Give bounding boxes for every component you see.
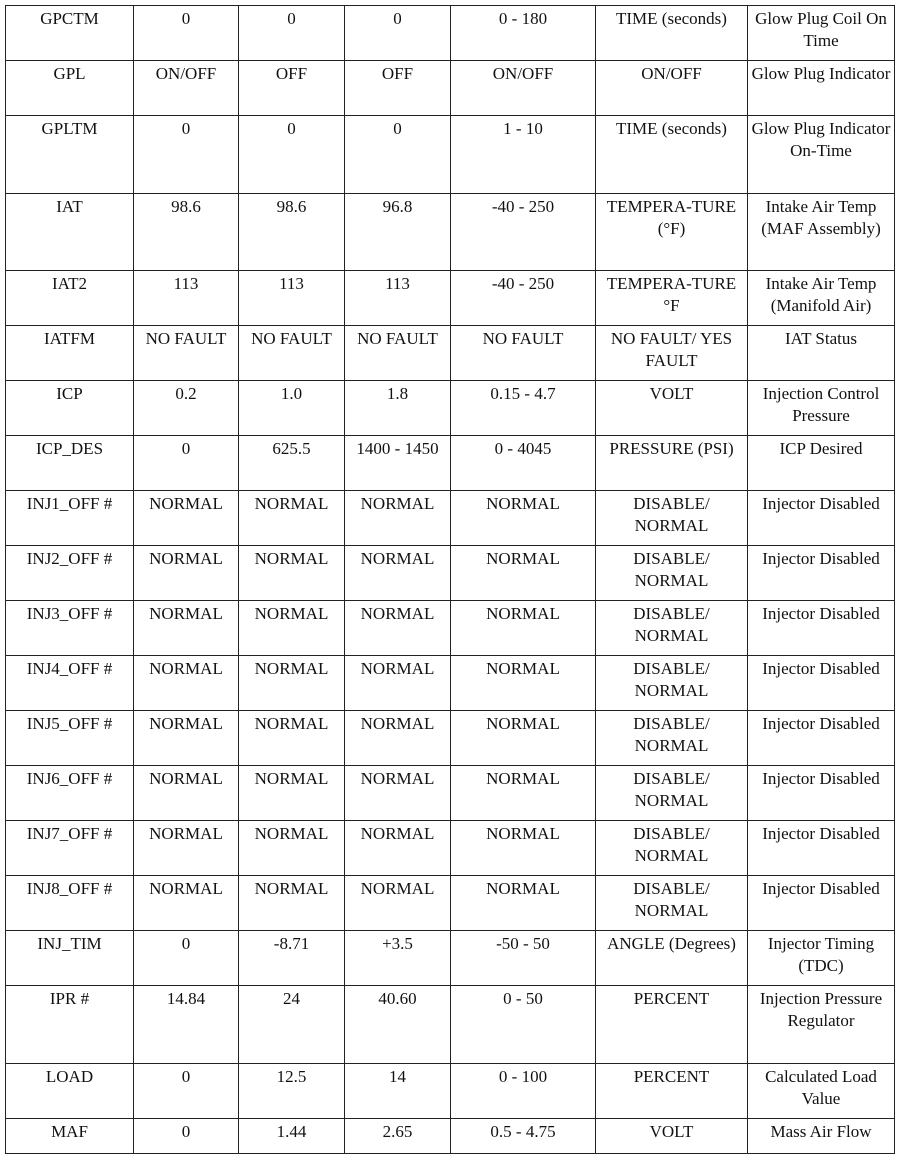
cell-value-c: NORMAL bbox=[345, 491, 451, 546]
cell-pid: IATFM bbox=[6, 326, 134, 381]
cell-range: NORMAL bbox=[451, 491, 596, 546]
table-row bbox=[6, 271, 895, 326]
pid-data-table bbox=[5, 5, 895, 1154]
cell-unit: DISABLE/ NORMAL bbox=[596, 711, 748, 766]
cell-pid: GPCTM bbox=[6, 6, 134, 61]
cell-value-a: 0.2 bbox=[134, 381, 239, 436]
cell-pid: IAT bbox=[6, 194, 134, 271]
table-body bbox=[6, 6, 895, 1154]
cell-range: 0 - 100 bbox=[451, 1064, 596, 1119]
table-row bbox=[6, 986, 895, 1064]
table-row bbox=[6, 326, 895, 381]
cell-value-a: 0 bbox=[134, 6, 239, 61]
table-row bbox=[6, 116, 895, 194]
cell-range: NO FAULT bbox=[451, 326, 596, 381]
cell-range: -40 - 250 bbox=[451, 194, 596, 271]
table-row bbox=[6, 381, 895, 436]
cell-value-a: 0 bbox=[134, 436, 239, 491]
cell-value-b: 24 bbox=[239, 986, 345, 1064]
cell-value-a: NORMAL bbox=[134, 711, 239, 766]
cell-value-a: 113 bbox=[134, 271, 239, 326]
cell-value-b: 98.6 bbox=[239, 194, 345, 271]
cell-value-c: NORMAL bbox=[345, 821, 451, 876]
cell-value-a: 0 bbox=[134, 1119, 239, 1154]
cell-pid: IPR # bbox=[6, 986, 134, 1064]
cell-description: Injector Timing (TDC) bbox=[748, 931, 895, 986]
table-row bbox=[6, 656, 895, 711]
cell-unit: DISABLE/ NORMAL bbox=[596, 656, 748, 711]
cell-value-b: OFF bbox=[239, 61, 345, 116]
cell-unit: ANGLE (Degrees) bbox=[596, 931, 748, 986]
cell-description: IAT Status bbox=[748, 326, 895, 381]
cell-unit: NO FAULT/ YES FAULT bbox=[596, 326, 748, 381]
cell-value-c: 96.8 bbox=[345, 194, 451, 271]
cell-value-b: 1.44 bbox=[239, 1119, 345, 1154]
cell-range: NORMAL bbox=[451, 601, 596, 656]
cell-value-c: 1.8 bbox=[345, 381, 451, 436]
cell-unit: DISABLE/ NORMAL bbox=[596, 821, 748, 876]
cell-description: Injector Disabled bbox=[748, 711, 895, 766]
cell-value-a: NORMAL bbox=[134, 821, 239, 876]
cell-description: Calculated Load Value bbox=[748, 1064, 895, 1119]
table-row bbox=[6, 766, 895, 821]
cell-description: Glow Plug Coil On Time bbox=[748, 6, 895, 61]
table-row bbox=[6, 931, 895, 986]
cell-description: Injector Disabled bbox=[748, 601, 895, 656]
cell-value-a: NORMAL bbox=[134, 656, 239, 711]
cell-pid: IAT2 bbox=[6, 271, 134, 326]
cell-value-c: 1400 - 1450 bbox=[345, 436, 451, 491]
cell-value-b: 0 bbox=[239, 116, 345, 194]
cell-unit: TEMPERA-TURE (°F) bbox=[596, 194, 748, 271]
cell-range: NORMAL bbox=[451, 656, 596, 711]
cell-value-b: NORMAL bbox=[239, 711, 345, 766]
cell-pid: INJ4_OFF # bbox=[6, 656, 134, 711]
cell-value-a: NORMAL bbox=[134, 491, 239, 546]
cell-range: 0.15 - 4.7 bbox=[451, 381, 596, 436]
cell-value-b: -8.71 bbox=[239, 931, 345, 986]
cell-description: Injector Disabled bbox=[748, 821, 895, 876]
cell-pid: GPL bbox=[6, 61, 134, 116]
table-row bbox=[6, 1064, 895, 1119]
cell-unit: DISABLE/ NORMAL bbox=[596, 766, 748, 821]
cell-description: Intake Air Temp (Manifold Air) bbox=[748, 271, 895, 326]
cell-value-c: 0 bbox=[345, 116, 451, 194]
cell-value-a: 14.84 bbox=[134, 986, 239, 1064]
cell-description: Injector Disabled bbox=[748, 766, 895, 821]
cell-value-b: 113 bbox=[239, 271, 345, 326]
cell-value-a: 0 bbox=[134, 116, 239, 194]
table-row bbox=[6, 194, 895, 271]
cell-range: NORMAL bbox=[451, 821, 596, 876]
cell-pid: INJ7_OFF # bbox=[6, 821, 134, 876]
cell-description: ICP Desired bbox=[748, 436, 895, 491]
table-row bbox=[6, 601, 895, 656]
cell-unit: VOLT bbox=[596, 1119, 748, 1154]
cell-value-c: OFF bbox=[345, 61, 451, 116]
cell-description: Glow Plug Indicator bbox=[748, 61, 895, 116]
cell-value-b: 1.0 bbox=[239, 381, 345, 436]
cell-value-c: 0 bbox=[345, 6, 451, 61]
cell-range: ON/OFF bbox=[451, 61, 596, 116]
cell-value-b: NO FAULT bbox=[239, 326, 345, 381]
cell-range: 0 - 50 bbox=[451, 986, 596, 1064]
cell-pid: ICP bbox=[6, 381, 134, 436]
cell-value-b: NORMAL bbox=[239, 601, 345, 656]
cell-description: Injector Disabled bbox=[748, 876, 895, 931]
cell-pid: ICP_DES bbox=[6, 436, 134, 491]
cell-value-c: 40.60 bbox=[345, 986, 451, 1064]
cell-value-c: NORMAL bbox=[345, 601, 451, 656]
cell-unit: ON/OFF bbox=[596, 61, 748, 116]
cell-value-b: NORMAL bbox=[239, 491, 345, 546]
cell-value-b: NORMAL bbox=[239, 656, 345, 711]
cell-pid: INJ5_OFF # bbox=[6, 711, 134, 766]
cell-range: NORMAL bbox=[451, 711, 596, 766]
cell-range: NORMAL bbox=[451, 546, 596, 601]
cell-value-a: NORMAL bbox=[134, 546, 239, 601]
cell-value-c: 14 bbox=[345, 1064, 451, 1119]
cell-range: NORMAL bbox=[451, 876, 596, 931]
table-row bbox=[6, 1119, 895, 1154]
cell-value-a: 0 bbox=[134, 1064, 239, 1119]
cell-value-a: ON/OFF bbox=[134, 61, 239, 116]
table-row bbox=[6, 876, 895, 931]
cell-value-b: NORMAL bbox=[239, 766, 345, 821]
cell-value-b: 0 bbox=[239, 6, 345, 61]
cell-pid: INJ1_OFF # bbox=[6, 491, 134, 546]
cell-value-a: NORMAL bbox=[134, 766, 239, 821]
cell-unit: PERCENT bbox=[596, 1064, 748, 1119]
cell-unit: TIME (seconds) bbox=[596, 116, 748, 194]
table-row bbox=[6, 6, 895, 61]
cell-value-a: NO FAULT bbox=[134, 326, 239, 381]
cell-description: Glow Plug Indicator On-Time bbox=[748, 116, 895, 194]
cell-unit: DISABLE/ NORMAL bbox=[596, 876, 748, 931]
cell-pid: INJ3_OFF # bbox=[6, 601, 134, 656]
cell-pid: INJ6_OFF # bbox=[6, 766, 134, 821]
cell-description: Injection Pressure Regulator bbox=[748, 986, 895, 1064]
cell-unit: TEMPERA-TURE °F bbox=[596, 271, 748, 326]
cell-pid: LOAD bbox=[6, 1064, 134, 1119]
cell-value-c: 2.65 bbox=[345, 1119, 451, 1154]
cell-value-b: NORMAL bbox=[239, 821, 345, 876]
cell-unit: VOLT bbox=[596, 381, 748, 436]
cell-pid: MAF bbox=[6, 1119, 134, 1154]
cell-unit: DISABLE/ NORMAL bbox=[596, 491, 748, 546]
cell-description: Injector Disabled bbox=[748, 546, 895, 601]
cell-range: 1 - 10 bbox=[451, 116, 596, 194]
cell-value-b: 12.5 bbox=[239, 1064, 345, 1119]
cell-range: -40 - 250 bbox=[451, 271, 596, 326]
table-row bbox=[6, 711, 895, 766]
cell-range: -50 - 50 bbox=[451, 931, 596, 986]
cell-unit: DISABLE/ NORMAL bbox=[596, 601, 748, 656]
cell-description: Mass Air Flow bbox=[748, 1119, 895, 1154]
cell-unit: DISABLE/ NORMAL bbox=[596, 546, 748, 601]
cell-value-b: NORMAL bbox=[239, 546, 345, 601]
cell-unit: PRESSURE (PSI) bbox=[596, 436, 748, 491]
cell-range: NORMAL bbox=[451, 766, 596, 821]
cell-value-b: 625.5 bbox=[239, 436, 345, 491]
table-row bbox=[6, 436, 895, 491]
cell-range: 0 - 4045 bbox=[451, 436, 596, 491]
cell-value-c: NORMAL bbox=[345, 546, 451, 601]
cell-pid: INJ_TIM bbox=[6, 931, 134, 986]
table-row bbox=[6, 821, 895, 876]
cell-value-c: NORMAL bbox=[345, 656, 451, 711]
table-row bbox=[6, 491, 895, 546]
cell-value-c: NORMAL bbox=[345, 766, 451, 821]
cell-description: Injector Disabled bbox=[748, 656, 895, 711]
cell-value-b: NORMAL bbox=[239, 876, 345, 931]
cell-value-c: NO FAULT bbox=[345, 326, 451, 381]
cell-value-a: 0 bbox=[134, 931, 239, 986]
cell-value-c: NORMAL bbox=[345, 711, 451, 766]
cell-description: Intake Air Temp (MAF Assembly) bbox=[748, 194, 895, 271]
cell-unit: PERCENT bbox=[596, 986, 748, 1064]
cell-range: 0 - 180 bbox=[451, 6, 596, 61]
cell-value-c: +3.5 bbox=[345, 931, 451, 986]
cell-value-c: 113 bbox=[345, 271, 451, 326]
cell-description: Injector Disabled bbox=[748, 491, 895, 546]
cell-pid: GPLTM bbox=[6, 116, 134, 194]
cell-range: 0.5 - 4.75 bbox=[451, 1119, 596, 1154]
table-row bbox=[6, 546, 895, 601]
cell-description: Injection Control Pressure bbox=[748, 381, 895, 436]
cell-value-a: NORMAL bbox=[134, 876, 239, 931]
cell-value-a: 98.6 bbox=[134, 194, 239, 271]
cell-value-c: NORMAL bbox=[345, 876, 451, 931]
table-row bbox=[6, 61, 895, 116]
cell-unit: TIME (seconds) bbox=[596, 6, 748, 61]
cell-pid: INJ2_OFF # bbox=[6, 546, 134, 601]
cell-value-a: NORMAL bbox=[134, 601, 239, 656]
cell-pid: INJ8_OFF # bbox=[6, 876, 134, 931]
